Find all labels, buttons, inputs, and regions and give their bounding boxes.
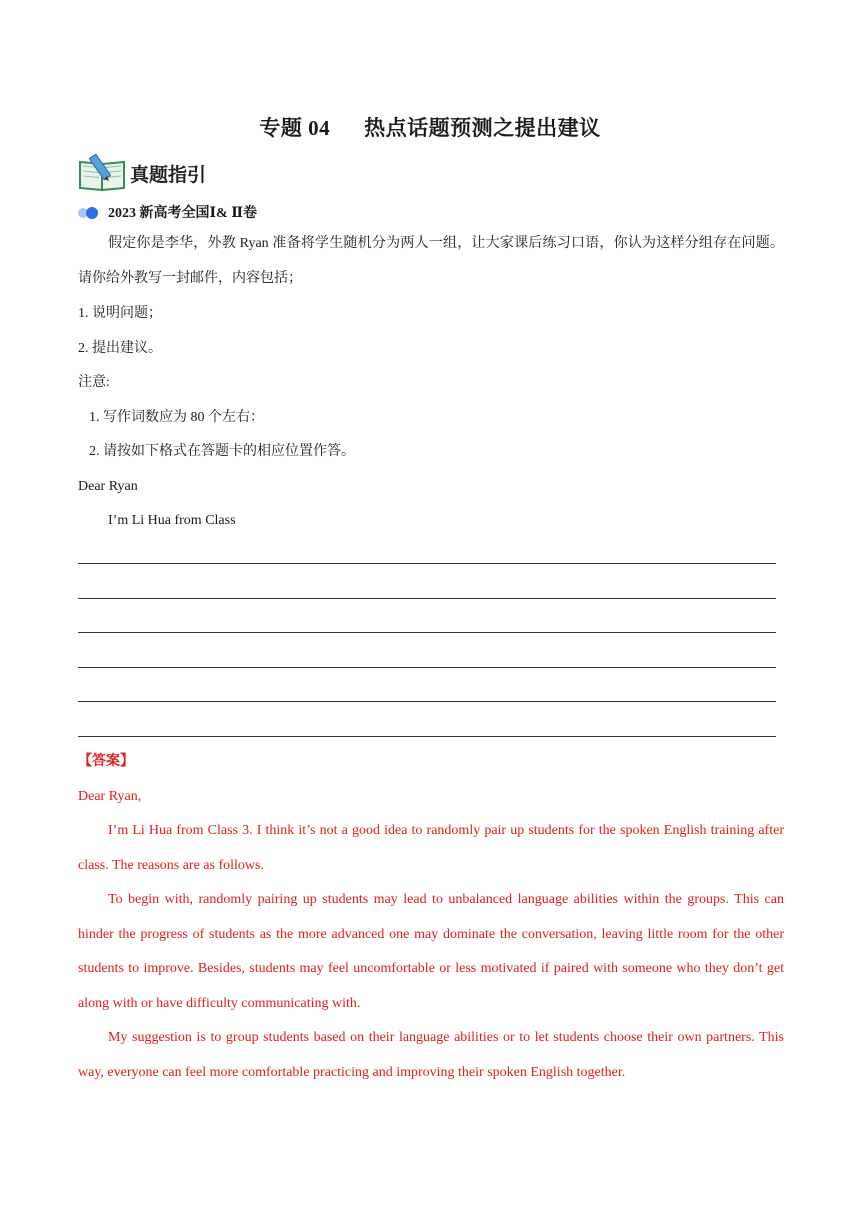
prompt-item: 1. 说明问题； [78, 306, 162, 321]
exam-subheading-text: 2023 新高考全国Ⅰ& Ⅱ卷 [108, 206, 258, 221]
prompt-item: 2. 提出建议。 [78, 341, 162, 356]
note-item: 2. 请按如下格式在答题卡的相应位置作答。 [89, 444, 355, 459]
answer-paragraph: I’m Li Hua from Class 3. I think it’s not a good idea to randomly pair up students for the spoken English training after class. The reasons are as follows. [78, 823, 784, 873]
answer-blank-line [78, 667, 776, 668]
page-title [0, 112, 860, 142]
answer-blank-line [78, 563, 776, 564]
section-header [78, 150, 206, 192]
answer-paragraph: To begin with, randomly pairing up students may lead to unbalanced language abilities within the groups. This can hinder the progress of students as the more advanced one may dominate the conversation, leaving little room for the other students to improve. Besides, students may feel uncomfortable or less motivated if paired with someone who they don’t get along with or have difficulty communicating with. [78, 892, 784, 1011]
answer-paragraph: My suggestion is to group students based on their language abilities or to let students choose their own partners. This way, everyone can feel more comfortable practicing and improving their spoken English together. [78, 1030, 784, 1080]
answer-blank-line [78, 632, 776, 633]
letter-greeting: Dear Ryan [78, 479, 138, 494]
book-pencil-icon [78, 150, 128, 192]
answer-greeting: Dear Ryan, [78, 789, 142, 804]
section-label: 真题指引 [130, 163, 207, 186]
answer-label: 【答案】 [78, 754, 134, 769]
topic-title: 热点话题预测之提出建议 [364, 116, 601, 140]
topic-number: 专题 04 [259, 116, 331, 140]
note-label: 注意: [78, 375, 110, 390]
note-item: 1. 写作词数应为 80 个左右： [89, 410, 264, 425]
prompt-paragraph: 假定你是李华，外教 Ryan 准备将学生随机分为两人一组，让大家课后练习口语，你认为这样分组存在问题。请你给外教写一封邮件，内容包括； [78, 236, 784, 286]
letter-opening: I’m Li Hua from Class [108, 513, 236, 528]
exam-subheading [78, 202, 257, 222]
answer-blank-line [78, 701, 776, 702]
bullet-dots-icon [78, 205, 102, 219]
answer-blank-line [78, 736, 776, 737]
answer-blank-line [78, 598, 776, 599]
